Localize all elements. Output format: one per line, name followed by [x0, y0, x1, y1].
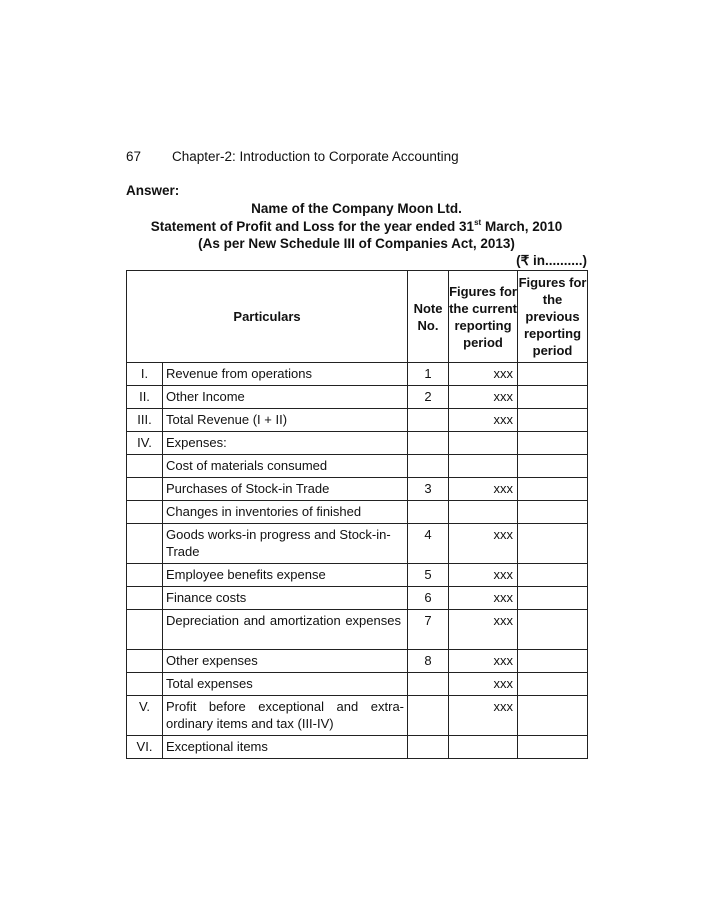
- row-number: [127, 610, 163, 650]
- table-row: [127, 650, 588, 673]
- table-row: [127, 363, 588, 386]
- row-current: xxx: [449, 650, 518, 673]
- row-note: 5: [408, 564, 449, 587]
- row-current: xxx: [449, 673, 518, 696]
- row-number: V.: [127, 696, 163, 736]
- row-number: [127, 587, 163, 610]
- row-particular: Goods works-in progress and Stock-in-Trade: [163, 524, 408, 564]
- row-previous: [518, 650, 588, 673]
- row-note: [408, 736, 449, 759]
- row-number: [127, 501, 163, 524]
- row-note: 3: [408, 478, 449, 501]
- table-row: [127, 736, 588, 759]
- table-row: [127, 673, 588, 696]
- row-note: [408, 673, 449, 696]
- row-previous: [518, 386, 588, 409]
- row-particular: Exceptional items: [163, 736, 408, 759]
- row-previous: [518, 610, 588, 650]
- table-row: [127, 386, 588, 409]
- row-particular: Changes in inventories of finished: [163, 501, 408, 524]
- row-current: [449, 501, 518, 524]
- row-particular: Profit before exceptional and extra-ordinary items and tax (III-IV): [163, 696, 408, 736]
- row-number: [127, 673, 163, 696]
- table-row: [127, 409, 588, 432]
- row-current: [449, 736, 518, 759]
- row-note: 6: [408, 587, 449, 610]
- row-current: xxx: [449, 363, 518, 386]
- row-particular: Total expenses: [163, 673, 408, 696]
- row-particular: Total Revenue (I + II): [163, 409, 408, 432]
- row-number: VI.: [127, 736, 163, 759]
- row-current: xxx: [449, 386, 518, 409]
- row-current: [449, 432, 518, 455]
- row-current: xxx: [449, 409, 518, 432]
- table-row: [127, 455, 588, 478]
- row-number: [127, 524, 163, 564]
- row-number: [127, 478, 163, 501]
- row-current: [449, 455, 518, 478]
- row-current: xxx: [449, 524, 518, 564]
- row-previous: [518, 524, 588, 564]
- row-note: [408, 409, 449, 432]
- row-particular: Purchases of Stock-in Trade: [163, 478, 408, 501]
- row-previous: [518, 736, 588, 759]
- table-row: [127, 478, 588, 501]
- statement-title-prefix: Statement of Profit and Loss for the year ended 31: [150, 218, 475, 234]
- row-number: III.: [127, 409, 163, 432]
- row-current: xxx: [449, 587, 518, 610]
- table-body: [127, 363, 588, 759]
- row-particular: Cost of materials consumed: [163, 455, 408, 478]
- row-particular: Employee benefits expense: [163, 564, 408, 587]
- row-note: 8: [408, 650, 449, 673]
- row-note: 7: [408, 610, 449, 650]
- row-previous: [518, 564, 588, 587]
- row-previous: [518, 501, 588, 524]
- header-current-period: Figures for the current reporting period: [449, 271, 518, 363]
- row-note: 1: [408, 363, 449, 386]
- row-particular: Depreciation and amortization expenses: [163, 610, 408, 650]
- row-previous: [518, 673, 588, 696]
- row-note: 4: [408, 524, 449, 564]
- row-current: xxx: [449, 478, 518, 501]
- table-row: [127, 432, 588, 455]
- row-particular: Other expenses: [163, 650, 408, 673]
- statement-titles: [126, 200, 587, 253]
- row-number: I.: [127, 363, 163, 386]
- page-number: 67: [126, 149, 142, 164]
- company-name: Name of the Company Moon Ltd.: [251, 201, 462, 216]
- row-particular: Expenses:: [163, 432, 408, 455]
- row-particular: Finance costs: [163, 587, 408, 610]
- row-previous: [518, 696, 588, 736]
- row-number: IV.: [127, 432, 163, 455]
- row-particular: Revenue from operations: [163, 363, 408, 386]
- row-previous: [518, 455, 588, 478]
- header-particulars: Particulars: [127, 271, 408, 363]
- row-number: [127, 455, 163, 478]
- header-previous-period: Figures for the previous reporting period: [518, 271, 588, 363]
- statement-title: [126, 218, 587, 236]
- row-previous: [518, 409, 588, 432]
- row-note: 2: [408, 386, 449, 409]
- table-row: [127, 587, 588, 610]
- row-note: [408, 696, 449, 736]
- table-row: [127, 564, 588, 587]
- row-particular: Other Income: [163, 386, 408, 409]
- row-number: [127, 564, 163, 587]
- row-previous: [518, 478, 588, 501]
- table-row: [127, 524, 588, 564]
- statement-title-suffix: March, 2010: [481, 218, 563, 234]
- table-header-row: [127, 271, 588, 363]
- chapter-title: Chapter-2: Introduction to Corporate Accounting: [172, 149, 459, 164]
- row-note: [408, 501, 449, 524]
- table-row: [127, 610, 588, 650]
- row-number: [127, 650, 163, 673]
- row-current: xxx: [449, 610, 518, 650]
- answer-label: Answer:: [126, 183, 180, 198]
- row-note: [408, 432, 449, 455]
- page-header: [126, 149, 459, 164]
- profit-loss-table: [126, 270, 588, 759]
- table-row: [127, 501, 588, 524]
- row-current: xxx: [449, 564, 518, 587]
- row-previous: [518, 432, 588, 455]
- schedule-note: (As per New Schedule III of Companies Act, 2013): [198, 236, 515, 251]
- row-number: II.: [127, 386, 163, 409]
- row-previous: [518, 363, 588, 386]
- currency-unit: (₹ in..........): [516, 253, 587, 268]
- row-previous: [518, 587, 588, 610]
- row-current: xxx: [449, 696, 518, 736]
- header-note-no: Note No.: [408, 271, 449, 363]
- row-note: [408, 455, 449, 478]
- table-row: [127, 696, 588, 736]
- statement-title-sup: st: [474, 217, 482, 227]
